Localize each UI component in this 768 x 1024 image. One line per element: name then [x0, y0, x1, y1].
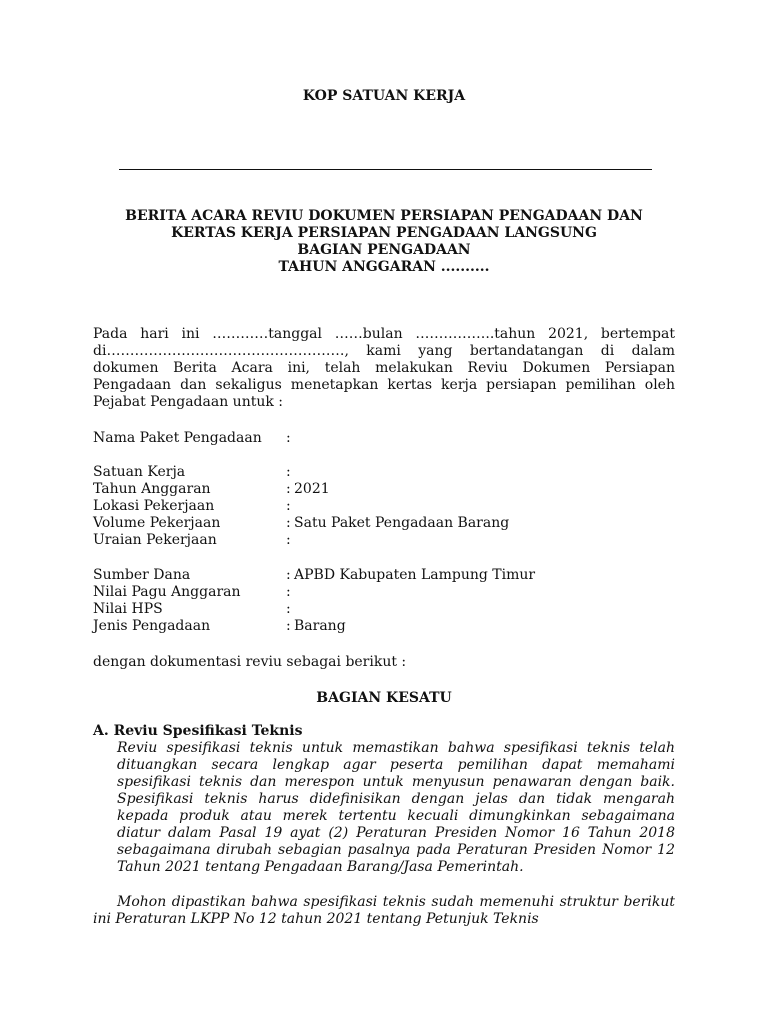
fields-group-3 [93, 567, 675, 635]
field-value: 2021 [294, 481, 330, 497]
field-row [93, 532, 675, 549]
field-label: Nilai HPS [93, 601, 163, 617]
fields-group-1 [93, 430, 675, 447]
document-title [0, 208, 768, 276]
closing-paragraph: Mohon dipastikan bahwa spesifikasi teknis sudah memenuhi struktur berikut ini Peraturan LKPP No 12 tahun 2021 tentang Petunjuk Teknis [93, 894, 675, 927]
field-value [294, 532, 675, 549]
field-value [294, 601, 675, 618]
kop-satuan-kerja: KOP SATUAN KERJA [302, 88, 466, 104]
field-value: Barang [294, 618, 346, 634]
field-label: Jenis Pengadaan [93, 618, 211, 634]
review-intro-line: dengan dokumentasi reviu sebagai berikut : [93, 654, 407, 670]
title-line-3: BAGIAN PENGADAAN [297, 242, 471, 258]
field-colon: : [286, 584, 291, 600]
field-value [294, 430, 675, 447]
field-value: APBD Kabupaten Lampung Timur [294, 567, 536, 583]
field-row [93, 515, 675, 532]
field-label: Uraian Pekerjaan [93, 532, 217, 548]
fields-group-2 [93, 464, 675, 549]
section-a-text: Reviu spesifikasi teknis untuk memastikan bahwa spesifikasi teknis telah dituangkan secara lengkap agar peserta pemilihan dapat memahami spesifikasi teknis dan merespon untuk menyusun penawaran dengan baik. Spesifikasi teknis harus didefinisikan dengan jelas dan tidak mengarah kepada produk atau merek tertentu kecuali dimungkinkan sebagaimana diatur dalam Pasal 19 ayat (2) Peraturan Presiden Nomor 16 Tahun 2018 sebagaimana dirubah sebagian pasalnya pada Peraturan Presiden Nomor 12 Tahun 2021 tentang Pengadaan Barang/Jasa Pemerintah. [117, 740, 675, 875]
section-a-heading: A. Reviu Spesifikasi Teknis [93, 723, 303, 739]
field-colon: : [286, 618, 291, 634]
field-row [93, 481, 675, 498]
field-row [93, 618, 675, 635]
field-label: Sumber Dana [93, 567, 191, 583]
field-label: Nama Paket Pengadaan [93, 430, 262, 446]
field-colon: : [286, 430, 291, 446]
field-row [93, 464, 675, 481]
field-colon: : [286, 601, 291, 617]
field-row [93, 430, 675, 447]
header-divider-line [119, 169, 652, 170]
title-line-1: BERITA ACARA REVIU DOKUMEN PERSIAPAN PENGADAAN DAN [125, 208, 643, 224]
field-row [93, 498, 675, 515]
field-colon: : [286, 515, 291, 531]
field-colon: : [286, 498, 291, 514]
title-line-4: TAHUN ANGGARAN .......... [278, 259, 490, 275]
field-colon: : [286, 464, 291, 480]
title-line-2: KERTAS KERJA PERSIAPAN PENGADAAN LANGSUNG [171, 225, 597, 241]
field-value: Satu Paket Pengadaan Barang [294, 515, 510, 531]
field-value [294, 584, 675, 601]
field-colon: : [286, 532, 291, 548]
field-value [294, 464, 675, 481]
section-title-bagian-kesatu: BAGIAN KESATU [316, 690, 452, 706]
field-colon: : [286, 567, 291, 583]
opening-paragraph: Pada hari ini …………tanggal ……bulan ……………..tahun 2021, bertempat di……………………………………………, kami yang bertandatangan di dalam dokumen Berita Acara ini, telah melakukan Reviu Dokumen Persiapan Pengadaan dan sekaligus menetapkan kertas kerja persiapan pemilihan oleh Pejabat Pengadaan untuk : [93, 326, 675, 410]
field-row [93, 567, 675, 584]
field-label: Tahun Anggaran [93, 481, 211, 497]
field-colon: : [286, 481, 291, 497]
field-label: Satuan Kerja [93, 464, 186, 480]
field-value [294, 498, 675, 515]
field-row [93, 601, 675, 618]
field-label: Lokasi Pekerjaan [93, 498, 215, 514]
field-label: Nilai Pagu Anggaran [93, 584, 241, 600]
field-row [93, 584, 675, 601]
field-label: Volume Pekerjaan [93, 515, 221, 531]
